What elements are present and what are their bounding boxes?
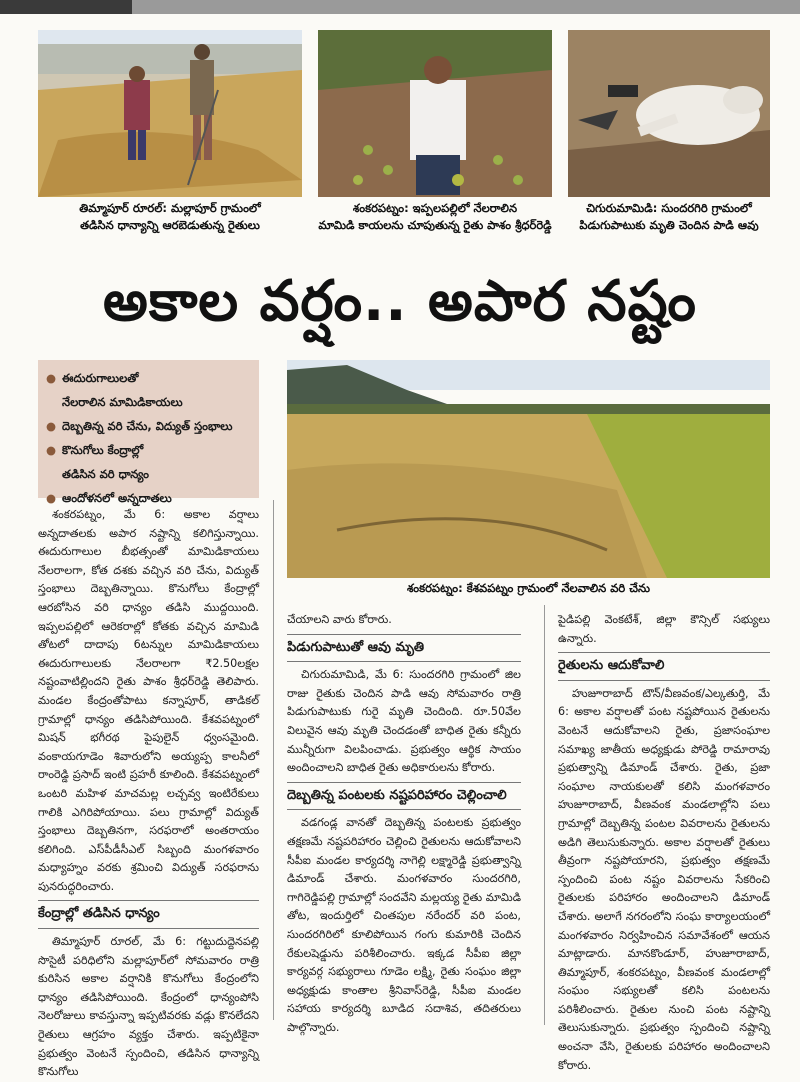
photo-2-caption bbox=[318, 200, 552, 234]
headline: అకాల వర్షం.. అపార నష్టం bbox=[103, 269, 697, 334]
highlight-item-cont: నేలరాలిన మామిడికాయలు bbox=[62, 395, 183, 409]
photo-3-caption bbox=[568, 200, 770, 234]
photo-2-caption-line1: శంకరపట్నం: ఇప్పలపల్లిలో నేలరాలిన bbox=[352, 201, 518, 215]
photo-dead-cow bbox=[568, 30, 770, 197]
photo-2-caption-line2: మామిడి కాయలను చూపుతున్న రైతు పాశం శ్రీధర్‌రెడ్డి bbox=[318, 218, 552, 232]
subheading-compensation: దెబ్బతిన్న పంటలకు నష్టపరిహారం చెల్లించాలి bbox=[287, 782, 521, 811]
subheading-grain-soaked: కేంద్రాల్లో తడిసిన ధాన్యం bbox=[38, 900, 259, 929]
article-column-2 bbox=[287, 611, 521, 1034]
top-bar-tab bbox=[0, 0, 132, 14]
article-column-1 bbox=[38, 506, 259, 1079]
highlights-box bbox=[38, 360, 259, 505]
article-column-3 bbox=[558, 611, 770, 1072]
photo-flattened-paddy bbox=[287, 360, 770, 578]
photo-3-caption-line2: పిడుగుపాటుకు మృతి చెందిన పాడి ఆవు bbox=[579, 218, 759, 232]
highlight-item: ● కొనుగోలు కేంద్రాల్లో bbox=[46, 443, 144, 457]
column-2-paragraph-2: వడగండ్ల వానతో దెబ్బతిన్న పంటలకు ప్రభుత్వం తక్షణమే నష్టపరిహారం చెల్లించి రైతులను ఆదుకోవాలని సీపీఐ మండల కార్యదర్శి నాగెల్లి లక్ష్మారెడ్డి ప్రభుత్వాన్ని డిమాండ్ చేశారు. మంగళవారం సుందరగిరి, గాగిరెడ్డిపల్లి గ్రామాల్లో సందవేని మల్లయ్య రైతు మామిడి తోట, ఇందుర్తిలో చింతపుల నరేందర్ వరి పంట, సుందరగిరిలో కూలిపోయిన గంగు కుమారికి చెందిన రేకులషెడ్డును పరిశీలించారు. ఇక్కడ సీపీఐ జిల్లా కార్యవర్గ సభ్యురాలు గూడెం లక్ష్మి, రైతు సంఘం జిల్లా అధ్యక్షుడు కాంతాల శ్రీనివాస్‌రెడ్డి, సీపీఐ మండల సహాయ కార్యదర్శి బూడిద సదాశివ, తదితరులు పాల్గొన్నారు. bbox=[287, 816, 521, 1034]
photo-1-caption-line1: తిమ్మాపూర్ రూరల్: మల్లాపూర్ గ్రామంలో bbox=[79, 201, 261, 215]
top-bar bbox=[0, 0, 800, 14]
highlight-item: ● దెబ్బతిన్న వరి చేను, విద్యుత్ స్తంభాలు bbox=[46, 419, 233, 433]
column-1-paragraph-2: తిమ్మాపూర్ రూరల్, మే 6: గట్టుదుద్దెనపల్లి సొసైటీ పరిధిలోని మల్లాపూర్‌లో సోమవారం రాత్రి కురిసిన అకాల వర్షానికి కొనుగోలు కేంద్రంలోని ధాన్యం తడిసిపోయింది. కేంద్రంలో ధాన్యంపోసి నెలరోజులు కావస్తున్నా ఇప్పటివరకు వడ్లు కొనలేదని రైతులు ఆగ్రహం వ్యక్తం చేశారు. ఇప్పటికైనా ప్రభుత్వం వెంటనే స్పందించి, తడిసిన ధాన్యాన్ని కొనుగోలు bbox=[38, 935, 259, 1079]
column-3-carryover: పైడిపల్లి వెంకటేశ్, జిల్లా కౌన్సిల్ సభ్యులు ఉన్నారు. bbox=[558, 613, 770, 645]
photo-4-caption: శంకరపట్నం: కేశవపట్నం గ్రామంలో నేలవాలిన వరి చేను bbox=[406, 581, 651, 595]
subheading-support-farmers: రైతులను ఆదుకోవాలి bbox=[558, 652, 770, 681]
photo-3-caption-line1: చిగురుమామిడి: సుందరగిరి గ్రామంలో bbox=[586, 201, 752, 215]
highlight-item: ● ఈదురుగాలులతో bbox=[46, 371, 139, 385]
highlight-item-cont: తడిసిన వరి ధాన్యం bbox=[62, 467, 150, 481]
column-2-paragraph: చిగురుమామిడి, మే 6: సుందరగిరి గ్రామంలో జిల రాజు రైతుకు చెందిన పాడి ఆవు సోమవారం రాత్రి పిడుగుపాటుకు గురై మృతి చెందింది. రూ.50వేల విలువైన ఆవు మృతి చెందడంతో బాధిత రైతు కన్నీరు మున్నీరుగా విలపించాడు. ప్రభుత్వం ఆర్థిక సాయం అందించాలని బాధిత రైతు అధికారులను కోరారు. bbox=[287, 668, 521, 775]
photo-farmers-drying-grain bbox=[38, 30, 302, 197]
column-3-paragraph: హుజూరాబాద్ టౌన్/వీణవంక/ఎల్కతుర్తి, మే 6: అకాల వర్షాలతో పంట నష్టపోయిన రైతులను వెంటనే ఆదుకోవాలని రైతు, ప్రజాసంఘాల సమాఖ్య జాతీయ అధ్యక్షుడు పోరెడ్డి రామారావు ప్రభుత్వాన్ని డిమాండ్ చేశారు. రైతు, ప్రజా సంఘాల నాయకులతో కలిసి మంగళవారం హుజూరాబాద్, వీణవంక మండలాల్లోని పలు గ్రామాల్లో దెబ్బతిన్న పంటల వివరాలను రైతులను అడిగి తెలుసుకున్నారు. అకాల వర్షాలతో రైతులు తీవ్రంగా నష్టపోయారని, ప్రభుత్వం తక్షణమే స్పందించి పంట నష్టం వివరాలను సేకరించి రైతులకు పరిహారం అందించాలని డిమాండ్ చేశారు. అలాగే నగరంలోని సంఘ కార్యాలయంలో మంగళవారం నిర్వహించిన సమావేశంలో ఆయన మాట్లాడారు. మానకొండూర్, హుజూరాబాద్, తిమ్మాపూర్, శంకరపట్నం, వీణవంక మండలాల్లో సంఘం సభ్యులతో కలిసి పంటలను పరిశీలించారు. రైతుల నుంచి పంట నష్టాన్ని తెలుసుకున్నారు. ప్రభుత్వం స్పందించి నష్టాన్ని అంచనా వేసి, రైతులకు పరిహారం అందించాలని కోరారు. bbox=[558, 686, 770, 1072]
column-divider bbox=[273, 500, 274, 1020]
column-2-carryover: చేయాలని వారు కోరారు. bbox=[287, 613, 392, 626]
column-1-paragraph: శంకరపట్నం, మే 6: అకాల వర్షాలు అన్నదాతలకు అపార నష్టాన్ని కలిగిస్తున్నాయి. ఈదురుగాలుల బీభత్సంతో మామిడికాయలు నేలరాలగా, కోత దశకు వచ్చిన వరి చేను, విద్యుత్ స్తంభాలు దెబ్బతిన్నాయి. కొనుగోలు కేంద్రాల్లో ఆరబోసిన వరి ధాన్యం తడిసి ముద్దయింది. ఇప్పలపల్లిలో ఆరెకరాల్లో కోతకు వచ్చిన మామిడి తోటలో దాదాపు 6టన్నుల మామిడికాయలు ఈదురుగాలులకు నేలరాలగా ₹2.50లక్షల నష్టంవాటిల్లిందని రైతు పాశం శ్రీధర్‌రెడ్డి తెలిపారు. మండల కేంద్రంతోపాటు కన్నాపూర్, తాడికల్ గ్రామాల్లో ధాన్యం తడిసిపోయింది. కేశవపట్నంలో మిషన్ భగీరథ పైపులైన్ ధ్వంసమైంది. వంకాయగూడెం శివారులోని అయ్యప్ప కాలనీలో రాంరెడ్డి ప్రసాద్ ఇంటి ప్రహరీ కూలింది. కేశవపట్నంలో ఒంటరి మహిళ మాచమల్ల లచ్చవ్వ ఇంటిరేకులు గాలికి ఎగిరిపోయాయి. పలు గ్రామాల్లో విద్యుత్ స్తంభాలు దెబ్బతినగా, సరఫరాలో అంతరాయం కలిగింది. ఎస్‌పీడీసీఎల్ సిబ్బంది మంగళవారం మధ్యాహ్నం వరకు శ్రమించి విద్యుత్ సరఫరాను పునరుద్ధరించారు. bbox=[38, 508, 259, 893]
highlight-item: ● ఆందోళనలో అన్నదాతలు bbox=[46, 491, 172, 505]
photo-farmer-mangoes bbox=[318, 30, 552, 197]
photo-1-caption-line2: తడిసిన ధాన్యాన్ని ఆరబెడుతున్న రైతులు bbox=[80, 218, 260, 232]
subheading-cow-death: పిడుగుపాటుతో ఆవు మృతి bbox=[287, 634, 521, 663]
photo-1-caption bbox=[38, 200, 302, 234]
column-divider bbox=[544, 605, 545, 1025]
